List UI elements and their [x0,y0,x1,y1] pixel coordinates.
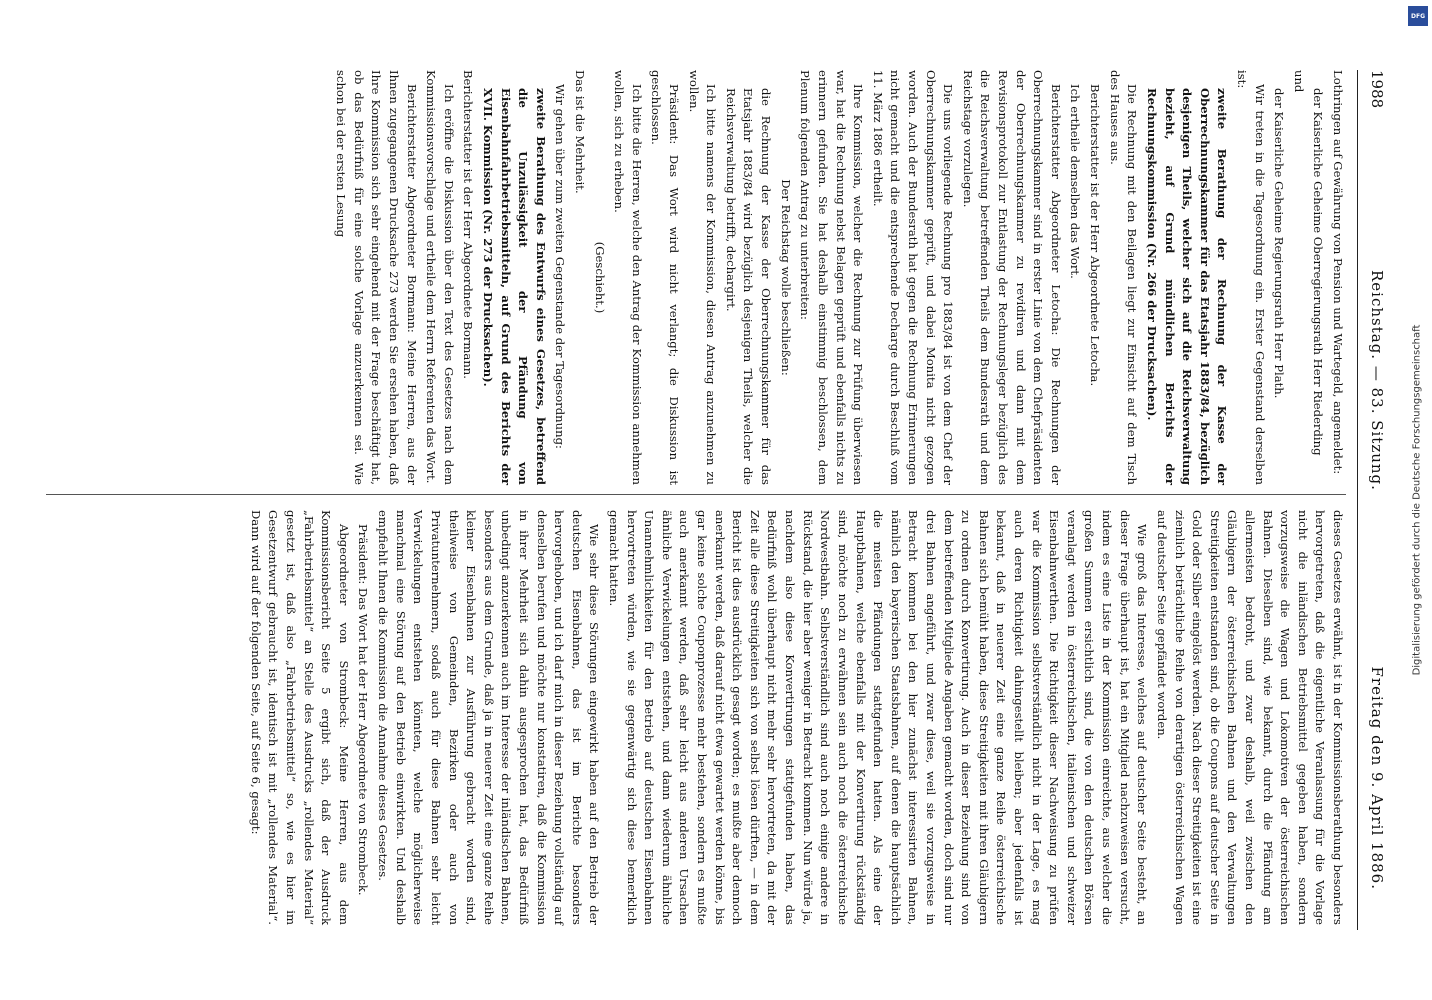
page-number: 1988 [1368,70,1386,109]
paragraph: Wir treten in die Tagesordnung ein. Erster Gegenstand derselben ist: [1234,70,1267,485]
paragraph: Abgeordneter von Strombeck: Meine Herren, aus dem Kommissionsbericht Seite 5 ergibt sich, daß der Ausdruck „Fahrbetriebsmittel“ an Stelle des Ausdrucks „rollendes Material“ gesetzt ist, daß also „Fahrbetriebsmittel“ so, wie es hier im Gesetzentwurf gebraucht ist, identisch ist mit „rollendes Material“. Dann wird auf der folgenden Seite, auf Seite 6, gesagt: [248,510,351,925]
paragraph: Präsident: Das Wort hat der Herr Abgeordnete von Strombeck. [356,524,371,896]
paragraph: Der Reichstag wolle beschließen: [778,179,793,376]
paragraph: Die uns vorliegende Rechnung pro 1883/84 ist von dem Chef der Oberrechnungskammer geprüft, und dabei Monita nicht gezogen worden. Auch der Bundesrath hat gegen die Rechnung Erinnerungen nicht gemacht und die entsprechende Decharge durch Beschluß vom 11. März 1886 ertheilt. [870,70,956,485]
paragraph: Das ist die Mehrheit. [573,70,588,194]
paragraph: Ich bitte namens der Kommission, diesen Antrag anzunehmen zu wollen. [686,70,719,485]
paragraph: der Kaiserliche Geheime Oberregierungsrath Herr Riederding [1311,88,1326,456]
dfg-logo-icon: DFG [1408,6,1428,26]
paragraph: Wir gehen über zum zweiten Gegenstande der Tagesordnung: [553,84,568,449]
paragraph: Präsident: Das Wort wird nicht verlangt; die Diskussion ist geschlossen. [649,70,682,485]
paragraph: Berichterstatter Abgeordneter Letocha: Die Rechnungen der Oberrechnungskammer sind in erster Linie von dem Chefpräsidenten der Oberrechnungskammer zu revidiren und dann mit dem Revisionsprotokoll zur Entlastung der Rechnungsleger bezüglich des die Reichsverwaltung betreffenden Theils dem Bundesrath und dem Reichstage vorzulegen. [960,70,1063,485]
paragraph: Ich ertheile demselben das Wort. [1068,84,1083,279]
paragraph: Lothringen auf Gewährung von Pension und Wartegeld, angemeldet: [1331,70,1345,475]
running-title: Reichstag. — 83. Sitzung. [1368,270,1386,491]
credit-text: Digitalisierung gefördert durch die Deutsche Forschungsgemeinschaft [1411,324,1423,676]
right-column [244,510,1346,925]
scanned-page [16,40,1416,960]
page-header [1357,70,1392,930]
paragraph: Berichterstatter ist der Herr Abgeordnete Letocha. [1088,84,1103,387]
paragraph: Ich bitte die Herren, welche den Antrag der Kommission annehmen wollen, sich zu erheben. [612,70,644,485]
paragraph: Ich eröffne die Diskussion über den Text des Gesetzes nach dem Kommissionsvorschlage und ertheile dem Herrn Referenten das Wort. [424,70,456,485]
paragraph: Berichterstatter Abgeordneter Bormann: Meine Herren, aus der Ihnen zugegangenen Drucksache 273 werden Sie ersehen haben, daß Ihre Kommission sich sehr eingehend mit der Frage beschäftigt hat, ob das Bedürfniß für eine solche Vorlage anzuerkennen sei. Wie schon bei der ersten Lesung [334,70,419,485]
paragraph: Berichterstatter ist der Herr Abgeordnete Bormann. [461,70,476,379]
paragraph: der Kaiserliche Geheime Regierungsrath Herr Plath. [1272,88,1287,399]
paragraph: Wie sehr diese Störungen eingewirkt haben auf den Betrieb der deutschen Eisenbahnen, das ist im Berichte besonders hervorgehoben, und ich darf mich in dieser Beziehung vollständig auf denselben berufen und möchte nur konstatiren, daß die Kommission in ihrer Mehrheit sich dahin ausgesprochen hat, das Bedürfniß unbedingt anzuerkennen auch im Interesse der inländischen Bahnen, besonders aus dem Grunde, daß ja in neuerer Zeit eine ganze Reihe kleiner Eisenbahnen zur Ausführung gebracht worden sind, theilweise von Gemeinden, Bezirken oder auch von Privatunternehmern, sodaß auch für diese Bahnen sehr leicht Verwickelungen entstehen könnten, welche möglicherweise manchmal eine Störung auf den Betrieb einwirkten. Und deshalb empfiehlt Ihnen die Kommission die Annahme dieses Gesetzes. [376,510,602,925]
left-column [329,70,1346,485]
agenda-item: zweite Berathung des Entwurfs eines Gesetzes, betreffend die Unzulässigkeit der Pfändung von Eisenbahnfahrbetriebsmitteln, auf Grund des Berichts der XVII. Kommission (Nr. 273 der Drucksachen). [480,88,548,485]
column-divider [46,494,1346,495]
paragraph: (Geschieht.) [592,241,607,314]
paragraph: und [1291,70,1306,93]
paragraph: Wie groß das Interesse, welches auf deutscher Seite besteht, an dieser Frage überhaupt ist, hat ein Mitglied nachzuweisen versucht, indem es eine Liste in der Kommission einreichte, aus welcher die großen Summen ersichtlich sind, die von den deutschen Börsen veranlagt werden in österreichischen, italienischen und schweizer Eisenbahnwerthen. Die Richtigkeit dieser Nachweisung zu prüfen war die Kommission selbstverständlich nicht in der Lage, es mag auch deren Richtigkeit dahingestellt bleiben; aber jedenfalls ist bekannt, daß in neuerer Zeit eine ganze Reihe österreichische Bahnen sich bemüht haben, diese Streitigkeiten mit ihren Gläubigern zu ordnen durch Konvertirung. Auch in dieser Beziehung sind von dem betreffenden Mitgliede Angaben gemacht worden, doch sind nur drei Bahnen angeführt, und zwar diese, weil sie vorzugsweise in Betracht kommen bei den hier zunächst interessirten Bahnen, nämlich den bayerischen Staatsbahnen, auf denen die hauptsächlich die meisten Pfändungen stattgefunden hatten. Als eine der Hauptbahnen, welche ebenfalls mit der Konvertirung rückständig sind, möchte noch zu erwähnen sein auch noch die österreichische Nordwestbahn. Selbstverständlich sind auch noch einige andere in Rückstand, die hier aber weniger in Betracht kommen. Nun würde ja, nachdem also diese Konvertirungen stattgefunden haben, das Bedürfniß wohl überhaupt nicht mehr sehr hervortreten, da mit der Zeit alle diese Streitigkeiten sich von selbst lösen dürften, — in dem Bericht ist dies ausdrücklich gesagt worden; es mußte aber dennoch anerkannt werden, daß darauf nicht etwa gewartet werden könne, bis gar keine solche Couponprozesse mehr bestehen, sondern es mußte auch anerkannt werden, daß sehr leicht aus anderen Ursachen ähnliche Verwickelungen entstehen, und dann wiederum ähnliche Unannehmlichkeiten für den Betrieb auf deutschen Eisenbahnen hervortreten würden, wie sie gegenwärtig sich diese bemerklich gemacht hatten. [607,510,1150,925]
paragraph: die Rechnung der Kasse der Oberrechnungskammer für das Etatsjahr 1883/84 wird bezüglich desjenigen Theils, welcher die Reichsverwaltung betrifft, dechargirt. [723,88,774,485]
digitization-credit [1408,0,1426,1000]
agenda-item: zweite Berathung der Rechnung der Kasse der Oberrechnungskammer für das Etatsjahr 1883/84, bezüglich desjenigen Theils, welcher sich auf die Reichsverwaltung bezieht, auf Grund mündlichen Berichts der Rechnungskommission (Nr. 266 der Drucksachen). [1144,88,1230,485]
paragraph: Ihre Kommission, welcher die Rechnung zur Prüfung überwiesen war, hat die Rechnung nebst Belagen geprüft und ebenfalls nichts zu erinnern gefunden. Sie hat deshalb einstimmig beschlossen, dem Plenum folgenden Antrag zu unterbreiten: [798,70,866,485]
session-date: Freitag den 9. April 1886. [1368,666,1386,890]
paragraph: dieses Gesetzes erwähnt, ist in der Kommissionsberathung besonders hervorgetreten, daß die eigentliche Veranlassung für die Vorlage nicht die inländischen Betriebsmittel gegeben haben, sondern vorzugsweise die Wagen und Lokomotiven der österreichischen Bahnen. Dieselben sind, wie bekannt, durch die Pfändung am allermeisten bedroht, und zwar deshalb, weil zwischen den Gläubigern der österreichischen Bahnen und den Verwaltungen Streitigkeiten entstanden sind, ob die Coupons auf deutscher Seite in Gold oder Silber eingelöst werden. Nach dieser Streitigkeiten ist eine ziemlich beträchtliche Reihe von derartigen österreichischen Wagen auf deutscher Seite gepfändet worden. [1154,510,1345,925]
paragraph: Die Rechnung mit den Beilagen liegt zur Einsicht auf dem Tisch des Hauses aus. [1107,70,1140,485]
